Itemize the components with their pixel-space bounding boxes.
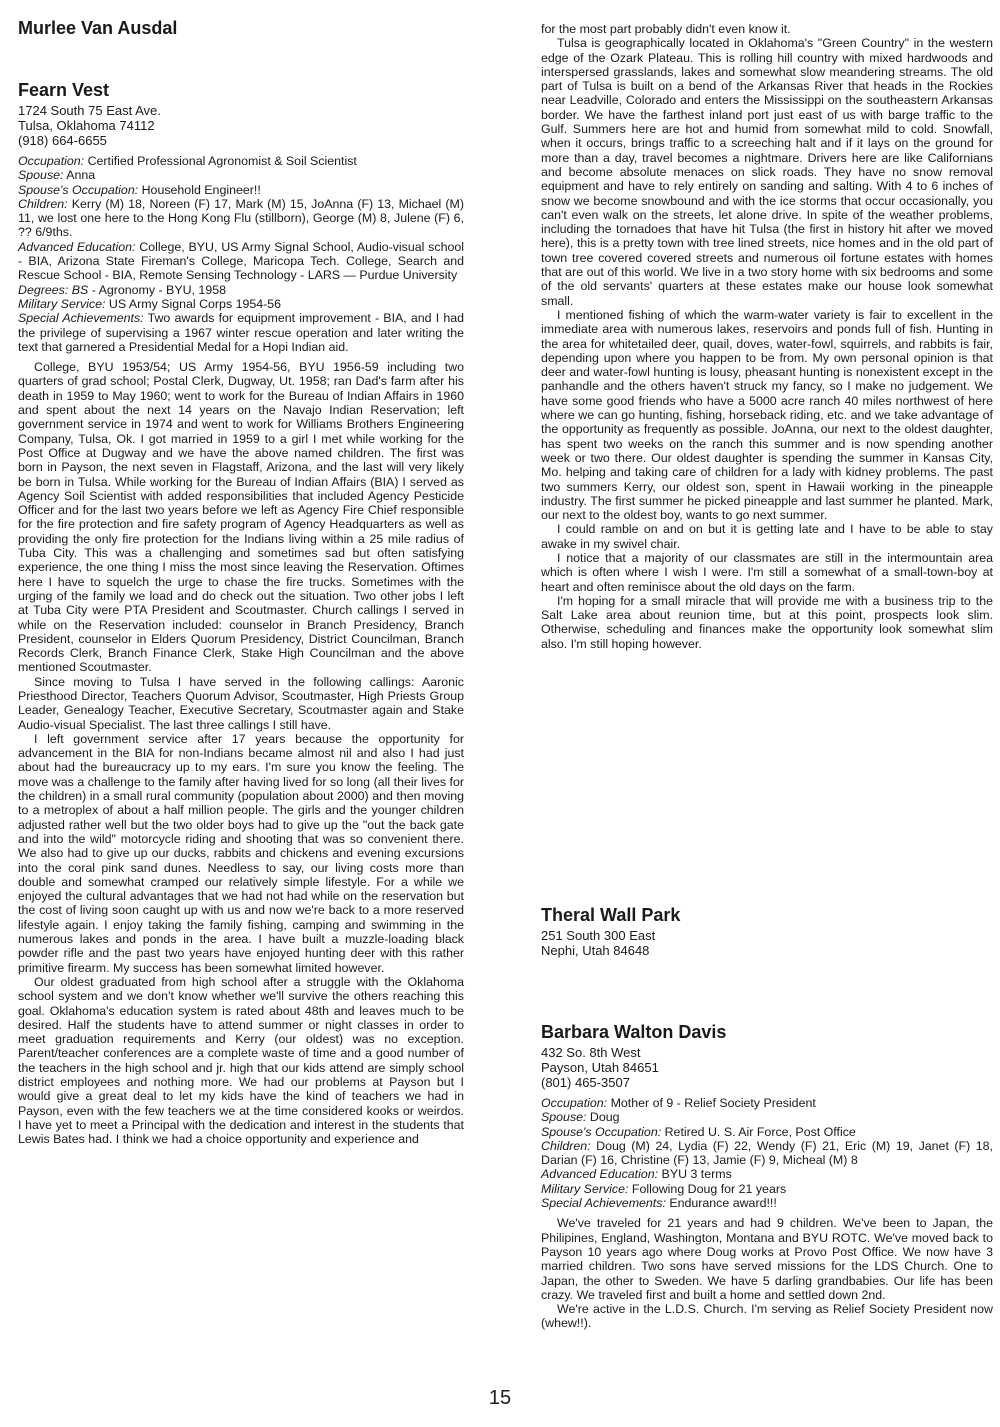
barbara-address-line: 432 So. 8th West xyxy=(541,1045,641,1060)
fearn-special-achievements: Special Achievements: Two awards for equipment improvement - BIA, and I had the privilege of supervising a 1967 winter rescue operation and later writing the text that garnered a Presidential Medal for a Hopi Indian aid. xyxy=(18,311,465,354)
barbara-occupation: Occupation: Mother of 9 - Relief Society President xyxy=(541,1096,816,1110)
fearn-military-service: Military Service: US Army Signal Corps 1954-56 xyxy=(18,296,282,311)
fearn-paragraph: Our oldest graduated from high school after a struggle with the Oklahoma school system and we don't know whether we'll survive the others reaching this goal. Oklahoma's education system is rated about 48th and leaves much to be desired. Half the students have to attend summer or night classes in order to meet graduation requirements and Kerry (our oldest) was no exception. Parent/teacher conferences are a complete waste of time and a good number of the teachers in the high school and jr. high that our kids attend are simply school district employees and nothing more. We had our problems at Payson but I would give a great deal to let my kids have the kind of teachers we had in Payson, even with the few teachers we at the time considered kooks or weirdos. I have yet to meet a Principal with the dedication and interest in the students that Lewis Bates had. I think we had a choice opportunity and experience and xyxy=(18,974,464,1147)
fearn-paragraph: I mentioned fishing of which the warm-water variety is fair to excellent in the immediate area with numerous lakes, reservoirs and ponds full of fish. Hunting in the area for whitetailed deer, quail, doves, water-fowl, squirrels, and rabbits is fair, depending upon where you happen to be from. My own personal opinion is that deer and water-fowl hunting is lousy, pheasant hunting is nonexistent except in the panhandle and the others haven't struck my fancy, so I make no judgement. We have some good friends who have a 5000 acre ranch 40 miles northwest of here where we can go hunting, fishing, horseback riding, etc. and we take advantage of the opportunity as frequently as possible. JoAnna, our next to the oldest daughter, has spent two weeks on the ranch this summer and is now spending another week or two there. Our oldest daughter is spending the summer in Kansas City, Mo. helping and taking care of children for a lady with kidney problems. The past two summers Kerry, our oldest son, spent in Hawaii working in the pineapple industry. The first summer he picked pineapple and last summer he planted. Mark, our next to the oldest boy, wants to go next summer. xyxy=(541,307,993,523)
barbara-advanced-education: Advanced Education: BYU 3 terms xyxy=(541,1167,732,1182)
barbara-spouse: Spouse: Doug xyxy=(541,1110,620,1125)
barbara-address-line: Payson, Utah 84651 xyxy=(541,1060,659,1075)
fearn-spouse-occupation: Spouse's Occupation: Household Engineer!! xyxy=(18,182,261,197)
barbara-paragraph: We've traveled for 21 years and had 9 children. We've been to Japan, the Philipines, England, Washington, Montana and BYU ROTC. We've moved back to Payson 10 years ago where Doug works at Provo Post Office. We now have 3 married children. Two sons have served missions for the LDS Church. One to Japan, the other to Sweden. We have 5 darling grandbabies. Our life has been crazy. We traveled first and built a home and settled down 2nd. xyxy=(541,1216,993,1302)
fearn-occupation: Occupation: Certified Professional Agronomist & Soil Scientist xyxy=(18,154,357,168)
barbara-military-service: Military Service: Following Doug for 21 years xyxy=(541,1181,787,1196)
fearn-address-line: Tulsa, Oklahoma 74112 xyxy=(18,118,155,133)
fearn-fields xyxy=(18,154,464,354)
fearn-paragraph: I'm hoping for a small miracle that will provide me with a business trip to the Salt Lake area about reunion time, but at this point, prospects look slim. Otherwise, scheduling and finances make the opportunity look somewhat slim also. I'm still hoping however. xyxy=(541,593,993,651)
fearn-phone: (918) 664-6655 xyxy=(18,133,107,148)
fearn-paragraph: College, BYU 1953/54; US Army 1954-56, BYU 1956-59 including two quarters of grad school; Postal Clerk, Dugway, Ut. 1958; ran Dad's farm after his death in 1959 to May 1960; went to work for the Bureau of Indian Affairs in 1960 and spent about the next 14 years on the Navajo Indian Reservation; left government service in 1974 and went to work for Williams Brothers Engineering Company, Tulsa, Ok. I got married in 1959 to a girl I met while working for the Post Office at Dugway and we have the above named children. The first was born in Payson, the next seven in Flagstaff, Arizona, and the last will very likely be born in Tulsa. While working for the Bureau of Indian Affairs (BIA) I served as Agency Soil Scientist with added responsibilities that included Agency Pesticide Officer and for the last two years before we left as Agency Fire Chief responsible for the fire protection and fire safety program of Agency Headquarters as well as providing the only fire protection for the Indians living within a 25 mile radius of Tuba City. This was a challenging and sometimes sad but often satisfying experience, the one thing I miss the most since leaving the Reservation. Oftimes here I have to squelch the urge to chase the fire trucks. Sometimes with the urging of the family we load and do check out the situation. Two other jobs I left at Tuba City were PTA President and Scoutmaster. Church callings I served in while on the Reservation included: counselor in Branch Presidency, Branch President, counselor in Elders Quorum Presidency, District Councilman, Branch Records Clerk, Branch Finance Clerk, Stake High Councilman and the above mentioned Scoutmaster. xyxy=(18,360,464,675)
fearn-paragraph: Since moving to Tulsa I have served in the following callings: Aaronic Priesthood Director, Teachers Quorum Advisor, Scoutmaster, High Priests Group Leader, Genealogy Teacher, Executive Secretary, Scoutmaster again and Stake Audio-visual Specialist. The last three callings I still have. xyxy=(18,674,464,732)
theral-name: Theral Wall Park xyxy=(541,905,681,925)
theral-wall-park-entry xyxy=(541,905,993,958)
fearn-paragraph: I could ramble on and on but it is getting late and I have to be able to stay awake in my swivel chair. xyxy=(541,522,993,551)
barbara-fields xyxy=(541,1096,993,1210)
fearn-address-line: 1724 South 75 East Ave. xyxy=(18,103,161,118)
fearn-degrees: Degrees: BS - Agronomy - BYU, 1958 xyxy=(18,282,226,297)
page-number: 15 xyxy=(488,1387,512,1409)
barbara-walton-davis-entry xyxy=(541,1022,993,1331)
barbara-phone: (801) 465-3507 xyxy=(541,1075,630,1090)
fearn-paragraph: for the most part probably didn't even know it. xyxy=(541,22,791,36)
barbara-special-achievements: Special Achievements: Endurance award!!! xyxy=(541,1196,777,1211)
fearn-paragraph: Tulsa is geographically located in Oklahoma's "Green Country" in the western edge of the Ozark Plateau. This is rolling hill country with mixed hardwoods and interspersed grasslands, lakes and somewhat slow meandering streams. The old part of Tulsa is built on a bend of the Arkansas River that heads in the Rockies near Leadville, Colorado and enters the Mississippi on the southeastern Arkansas border. We have the farthest inland port just east of us with barge traffic to the Gulf. Summers here are hot and humid from somewhat mild to cold. Snowfall, when it occurs, brings traffic to a screeching halt and if it lays on the ground for more than a day, travel becomes a nightmare. Drivers here are like Californians and become absolute menaces on slick roads. They have no snow removal equipment and have to rely entirely on sanding and salting. With 4 to 6 inches of snow we become snowbound and with the ice storms that occur occasionally, you can't even walk on the streets, let alone drive. In spite of the weather problems, including the tornadoes that have hit Tulsa (the first in history hit after we moved here), this is a pretty town with tree lined streets, nice homes and in the old part of town tree covered covered streets and numerous oil fortune estates with homes that are out of this world. We live in a two story home with six bedrooms and some of the old servants' quarters at these estates make our house look somewhat small. xyxy=(541,36,993,308)
theral-address-line: Nephi, Utah 84648 xyxy=(541,943,650,958)
theral-address-line: 251 South 300 East xyxy=(541,928,656,943)
fearn-advanced-education: Advanced Education: College, BYU, US Army Signal School, Audio-visual school - BIA, Arizona State Fireman's College, Maricopa Tech. College, Search and Rescue School - BIA, Remote Sensing Technology - LARS — Purdue University xyxy=(18,239,465,283)
barbara-paragraph: We're active in the L.D.S. Church. I'm serving as Relief Society President now (whew!!). xyxy=(541,1302,993,1331)
fearn-paragraph: I notice that a majority of our classmates are still in the intermountain area which is often where I wish I were. I'm still a somewhat of a small-town-boy at heart and often reminisce about the old days on the farm. xyxy=(541,550,993,594)
barbara-spouse-occupation: Spouse's Occupation: Retired U. S. Air Force, Post Office xyxy=(541,1124,856,1139)
fearn-spouse: Spouse: Anna xyxy=(18,168,96,183)
fearn-name: Fearn Vest xyxy=(18,80,110,100)
murlee-name: Murlee Van Ausdal xyxy=(18,18,178,38)
barbara-children: Children: Doug (M) 24, Lydia (F) 22, Wendy (F) 21, Eric (M) 19, Janet (F) 18, Darian (F) 16, Christine (F) 13, Jamie (F) 9, Micheal (M) 8 xyxy=(541,1138,993,1168)
fearn-children: Children: Kerry (M) 18, Noreen (F) 17, Mark (M) 15, JoAnna (F) 13, Michael (M) 11, we lost one here to the Hong Kong Flu (stillborn), George (M) 8, Julene (F) 6, ?? 6/9ths. xyxy=(18,196,464,240)
fearn-vest-entry xyxy=(18,80,464,1146)
fearn-paragraph: I left government service after 17 years because the opportunity for advancement in the BIA for non-Indians became almost nil and also I had just about had the bureaucracy up to my ears. I'm sure you know the feeling. The move was a challenge to the family after having lived for so long (all their lives for the children) in a small rural community (population about 2000) and then moving to a metroplex of about a half million people. The girls and the younger children adjusted rather well but the two older boys had to give up the "out the back gate and into the wild" motorcycle riding and shooting that was so convenient there. We also had to give up our ducks, rabbits and chickens and evening excursions into the coral pink sand dunes. Needless to say, our living costs more than double and somewhat cramped our relatively simple lifestyle. For a while we enjoyed the cultural advantages that we had not had while on the reservation but the cost of living soon caught up with us and now we're back to a more reserved lifestyle again. I enjoy taking the family fishing, camping and swimming in the numerous lakes and ponds in the area. I have built a muzzle-loading black powder rifle and the past two years have enjoyed hunting deer with this rather primitive firearm. My success has been somewhat limited however. xyxy=(18,731,464,975)
fearn-vest-continuation xyxy=(541,22,993,651)
barbara-name: Barbara Walton Davis xyxy=(541,1022,727,1042)
